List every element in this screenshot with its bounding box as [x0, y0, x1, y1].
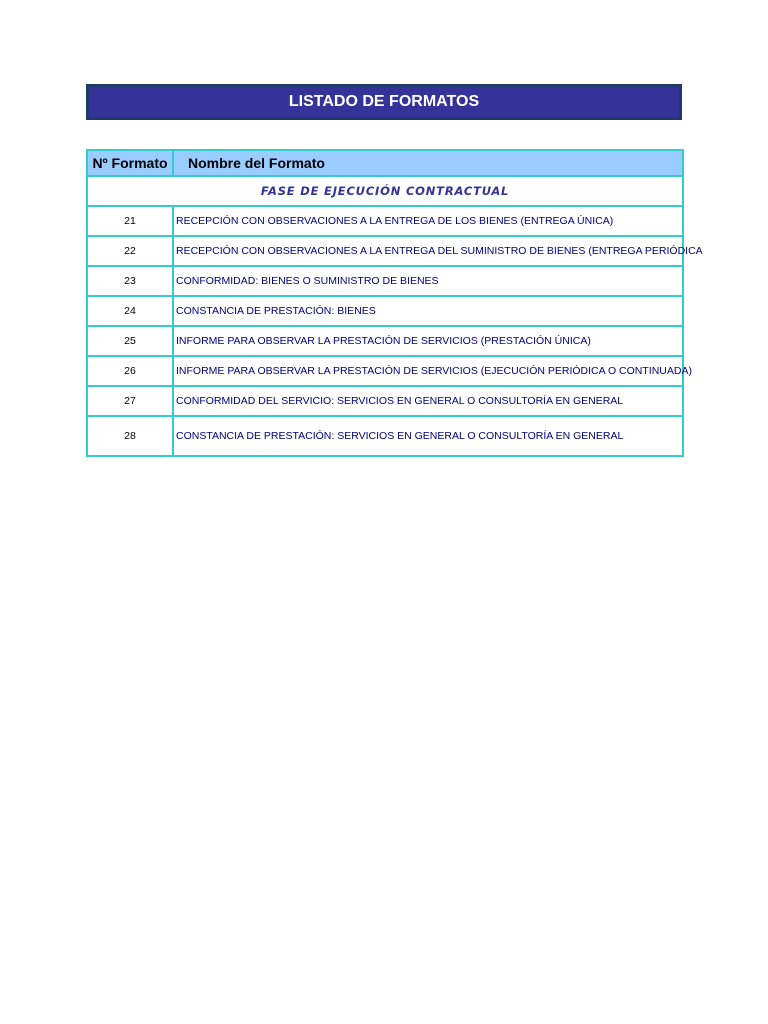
format-number: 25	[87, 326, 173, 356]
format-number: 22	[87, 236, 173, 266]
table-row[interactable]	[87, 326, 683, 356]
table-row[interactable]	[87, 416, 683, 456]
page-title: LISTADO DE FORMATOS	[86, 84, 682, 120]
header-name: Nombre del Formato	[173, 150, 683, 176]
header-number: Nº Formato	[87, 150, 173, 176]
format-name-link[interactable]: CONSTANCIA DE PRESTACIÓN: BIENES	[173, 296, 683, 326]
format-name-link[interactable]: CONFORMIDAD DEL SERVICIO: SERVICIOS EN GENERAL O CONSULTORÍA EN GENERAL	[173, 386, 683, 416]
format-number: 24	[87, 296, 173, 326]
format-number: 28	[87, 416, 173, 456]
phase-row	[87, 176, 683, 206]
format-number: 21	[87, 206, 173, 236]
format-name-link[interactable]: CONFORMIDAD: BIENES O SUMINISTRO DE BIENES	[173, 266, 683, 296]
phase-title: FASE DE EJECUCIÓN CONTRACTUAL	[87, 176, 683, 206]
table-row[interactable]	[87, 236, 683, 266]
table-row[interactable]	[87, 206, 683, 236]
format-name-link[interactable]: RECEPCIÓN CON OBSERVACIONES A LA ENTREGA DEL SUMINISTRO DE BIENES (ENTREGA PERIÓDICA	[173, 236, 683, 266]
table-row[interactable]	[87, 356, 683, 386]
format-name-link[interactable]: CONSTANCIA DE PRESTACIÓN: SERVICIOS EN GENERAL O CONSULTORÍA EN GENERAL	[173, 416, 683, 456]
format-number: 26	[87, 356, 173, 386]
table-row[interactable]	[87, 296, 683, 326]
formats-table	[86, 149, 703, 457]
table-header-row	[87, 150, 683, 176]
table-row[interactable]	[87, 386, 683, 416]
table-row[interactable]	[87, 266, 683, 296]
format-name-link[interactable]: INFORME PARA OBSERVAR LA PRESTACIÓN DE SERVICIOS (EJECUCIÓN PERIÓDICA O CONTINUADA)	[173, 356, 683, 386]
format-number: 23	[87, 266, 173, 296]
format-number: 27	[87, 386, 173, 416]
format-name-link[interactable]: INFORME PARA OBSERVAR LA PRESTACIÓN DE SERVICIOS (PRESTACIÓN ÚNICA)	[173, 326, 683, 356]
format-name-link[interactable]: RECEPCIÓN CON OBSERVACIONES A LA ENTREGA DE LOS BIENES (ENTREGA ÚNICA)	[173, 206, 683, 236]
